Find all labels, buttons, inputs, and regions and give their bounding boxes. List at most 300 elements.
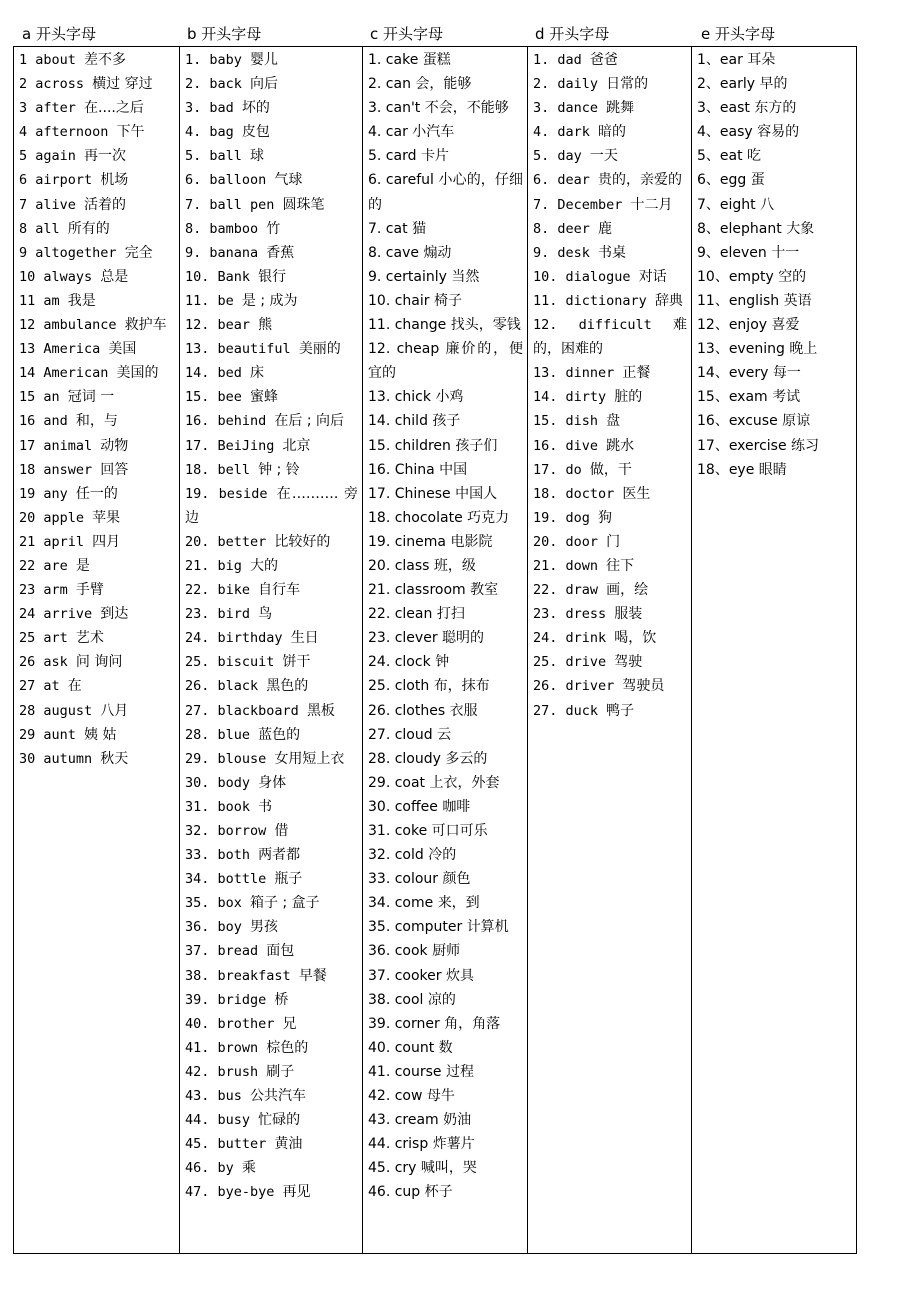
english-word: 37. cooker [368,967,442,984]
english-word: 6 airport [19,172,93,189]
word-entry [185,1180,358,1204]
english-word: 13、evening [697,341,785,358]
chinese-meaning: 晚上 [789,341,818,358]
english-word: 11. be [185,292,234,309]
english-word: 34. bottle [185,871,267,888]
english-word: 26. clothes [368,702,446,719]
word-entry [368,626,523,650]
chinese-meaning: 爸爸 [589,52,618,68]
word-entry [185,843,358,867]
chinese-meaning: 动物 [100,437,129,454]
chinese-meaning: 是 ; 成为 [241,292,298,309]
english-word: 24. drink [533,630,607,647]
chinese-meaning: 床 [250,365,265,382]
chinese-meaning: 布，抹布 [433,678,490,695]
word-entry [368,1156,523,1180]
chinese-meaning: 猫 [412,220,427,237]
word-entry [185,385,358,409]
english-word: 4、easy [697,124,753,141]
word-entry [533,217,687,241]
english-word: 7、eight [697,196,756,213]
english-word: 24 arrive [19,606,93,623]
chinese-meaning: 活着的 [84,196,127,213]
word-entry [368,747,523,771]
english-word: 2. can [368,76,411,93]
word-entry [368,409,523,433]
word-entry [185,96,358,120]
chinese-meaning: 难的，困难的 [533,317,687,358]
chinese-meaning: 蛋 [750,172,765,189]
english-word: 44. busy [185,1112,251,1129]
chinese-meaning: 竹 [266,220,281,237]
english-word: 17. Chinese [368,485,451,502]
english-word: 22. draw [533,582,599,599]
chinese-meaning: 北京 [282,437,311,454]
english-word: 1. dad [533,52,582,68]
chinese-meaning: 问 询问 [75,654,123,671]
word-entry [19,217,175,241]
word-entry [368,1180,523,1204]
english-word: 25 art [19,630,68,647]
chinese-meaning: 小心的，仔细的 [368,172,524,213]
chinese-meaning: 两者都 [258,847,301,864]
word-entry [533,48,687,72]
word-entry [368,289,523,313]
word-entry [697,217,852,241]
english-word: 40. brother [185,1015,275,1032]
english-word: 21. big [185,557,242,574]
word-entry [19,120,175,144]
word-entry [185,891,358,915]
english-word: 32. borrow [185,823,267,839]
english-word: 15. dish [533,413,599,430]
word-entry [368,482,523,506]
english-word: 2、early [697,76,756,93]
word-entry [185,361,358,385]
word-entry [368,578,523,602]
word-entry [185,409,358,433]
english-word: 23 arm [19,582,68,599]
word-entry [697,434,852,458]
chinese-meaning: 当然 [451,268,480,285]
chinese-meaning: 小鸡 [435,389,464,406]
chinese-meaning: 跳舞 [606,100,635,117]
chinese-meaning: 鹿 [598,220,613,237]
word-entry [368,1060,523,1084]
english-word: 47. bye-bye [185,1184,275,1201]
english-word: 1、ear [697,52,743,68]
chinese-meaning: 八月 [100,702,129,719]
chinese-meaning: 回答 [100,461,129,478]
word-entry [368,530,523,554]
chinese-meaning: 蜜蜂 [250,389,279,406]
chinese-meaning: 大象 [786,220,815,237]
english-word: 3. bad [185,100,234,117]
chinese-meaning: 姨 姑 [84,726,117,743]
column-header-e: e 开头字母 [701,25,775,43]
chinese-meaning: 黄油 [274,1136,303,1153]
english-word: 9. banana [185,244,259,261]
word-entry [185,48,358,72]
chinese-meaning: 黑色的 [266,678,309,695]
english-word: 46. by [185,1160,234,1177]
chinese-meaning: 孩子们 [455,437,498,454]
word-entry [697,96,852,120]
column-b [180,47,363,1253]
word-entry [697,72,852,96]
chinese-meaning: 往下 [606,557,635,574]
chinese-meaning: 圆珠笔 [282,196,325,213]
word-entry [185,168,358,192]
english-word: 17、exercise [697,437,787,454]
chinese-meaning: 服装 [614,606,643,623]
english-word: 16. behind [185,413,267,430]
chinese-meaning: 暗的 [598,124,627,141]
word-entry [19,289,175,313]
word-entry [368,699,523,723]
english-word: 18. chocolate [368,509,463,526]
english-word: 22. clean [368,606,433,623]
word-entry [185,867,358,891]
english-word: 40. count [368,1039,435,1056]
chinese-meaning: 八 [760,196,775,213]
chinese-meaning: 在………. 旁边 [185,485,358,526]
chinese-meaning: 我是 [67,292,96,309]
chinese-meaning: 聪明的 [442,630,485,647]
word-entry [19,578,175,602]
word-entry [368,241,523,265]
english-word: 15、exam [697,389,768,406]
word-entry [185,530,358,554]
english-word: 12 ambulance [19,317,117,334]
chinese-meaning: 上衣，外套 [429,774,500,791]
chinese-meaning: 原谅 [782,413,811,430]
chinese-meaning: 女用短上衣 [274,750,345,767]
chinese-meaning: 蓝色的 [258,726,301,743]
word-entry [697,193,852,217]
english-word: 2. daily [533,76,599,93]
english-word: 17. do [533,461,582,478]
chinese-meaning: 机场 [100,172,129,189]
english-word: 20 apple [19,509,85,526]
english-word: 25. cloth [368,678,430,695]
word-entry [19,337,175,361]
english-word: 21. down [533,557,599,574]
english-word: 9、eleven [697,244,767,261]
word-entry [697,337,852,361]
chinese-meaning: 喝，饮 [614,630,657,647]
word-entry [368,795,523,819]
word-entry [19,361,175,385]
english-word: 16. dive [533,437,599,454]
word-entry [185,1132,358,1156]
word-entry [19,241,175,265]
word-entry [19,602,175,626]
chinese-meaning: 考试 [772,389,801,406]
chinese-meaning: 东方的 [754,100,797,117]
english-word: 10. chair [368,292,430,309]
english-word: 18. doctor [533,485,615,502]
chinese-meaning: 炊具 [445,967,474,984]
english-word: 30. coffee [368,798,438,815]
chinese-meaning: 练习 [791,437,820,454]
english-word: 1 about [19,52,76,68]
word-entry [19,434,175,458]
word-entry [533,699,687,723]
chinese-meaning: 巧克力 [467,509,510,526]
english-word: 6. balloon [185,172,267,189]
english-word: 23. dress [533,606,607,623]
english-word: 39. corner [368,1015,440,1032]
word-entry [368,843,523,867]
word-entry [185,1012,358,1036]
english-word: 16、excuse [697,413,778,430]
word-entry [697,265,852,289]
english-word: 34. come [368,895,434,912]
chinese-meaning: 不会，不能够 [424,100,509,117]
english-word: 26 ask [19,654,68,671]
chinese-meaning: 书桌 [598,244,627,261]
chinese-meaning: 忙碌的 [258,1112,301,1129]
word-entry [368,434,523,458]
chinese-meaning: 桥 [274,991,289,1008]
word-entry [368,674,523,698]
chinese-meaning: 秋天 [100,750,129,767]
chinese-meaning: 面包 [266,943,295,960]
english-word: 2. back [185,76,242,93]
english-word: 14. child [368,413,428,430]
english-word: 27. blackboard [185,702,299,719]
chinese-meaning: 公共汽车 [250,1088,307,1105]
word-entry [368,168,523,216]
english-word: 19 any [19,485,68,502]
chinese-meaning: 对话 [638,268,667,285]
word-entry [368,1084,523,1108]
word-entry [185,241,358,265]
english-word: 12、enjoy [697,317,768,334]
english-word: 41. course [368,1063,442,1080]
chinese-meaning: 过程 [445,1063,474,1080]
english-word: 17 animal [19,437,93,454]
chinese-meaning: 盘 [606,413,621,430]
word-entry [185,1108,358,1132]
chinese-meaning: 再见 [282,1184,311,1201]
english-word: 4. bag [185,124,234,141]
word-entry [185,988,358,1012]
word-entry [185,1084,358,1108]
english-word: 39. bridge [185,991,267,1008]
chinese-meaning: 鸟 [258,606,273,623]
english-word: 10、empty [697,268,774,285]
english-word: 6. dear [533,172,590,189]
word-entry [368,48,523,72]
word-entry [368,337,523,385]
word-entry [19,699,175,723]
word-entry [697,120,852,144]
word-entry [533,96,687,120]
chinese-meaning: 蛋糕 [422,52,451,68]
word-entry [368,1036,523,1060]
chinese-meaning: 书 [258,798,273,815]
chinese-meaning: 卡片 [420,148,449,165]
english-word: 10. dialogue [533,268,631,285]
word-entry [533,385,687,409]
word-entry [533,193,687,217]
word-entry [368,915,523,939]
column-c [363,47,528,1253]
english-word: 13. dinner [533,365,615,382]
word-entry [19,458,175,482]
english-word: 6. careful [368,172,434,189]
chinese-meaning: 厨师 [432,943,461,960]
chinese-meaning: 和，与 [75,413,118,430]
word-entry [368,72,523,96]
english-word: 15. bee [185,389,242,406]
chinese-meaning: 冠词 一 [67,389,115,406]
english-word: 18、eye [697,461,755,478]
chinese-meaning: 每一 [772,365,801,382]
word-entry [19,506,175,530]
word-entry [533,674,687,698]
word-entry [185,217,358,241]
chinese-meaning: 班，级 [433,557,476,574]
english-word: 22. bike [185,582,251,599]
chinese-meaning: 日常的 [606,76,649,93]
word-entry [697,313,852,337]
header-row [13,22,856,46]
chinese-meaning: 找头，零钱 [450,317,521,334]
english-word: 13. beautiful [185,341,291,358]
word-entry [185,915,358,939]
chinese-meaning: 廉价的，便宜的 [368,341,523,382]
english-word: 35. computer [368,919,463,936]
english-word: 20. door [533,533,599,550]
chinese-meaning: 气球 [274,172,303,189]
chinese-meaning: 中国人 [455,485,498,502]
chinese-meaning: 小汽车 [412,124,455,141]
english-word: 22 are [19,557,68,574]
english-word: 8. bamboo [185,220,259,237]
word-entry [185,578,358,602]
chinese-meaning: 颜色 [442,871,471,888]
english-word: 20. class [368,557,430,574]
english-word: 33. colour [368,871,439,888]
word-entry [19,626,175,650]
chinese-meaning: 生日 [290,630,319,647]
word-entry [185,337,358,361]
word-entry [697,144,852,168]
column-header-c: c 开头字母 [370,25,444,43]
word-entry [368,1132,523,1156]
chinese-meaning: 可口可乐 [431,823,488,839]
chinese-meaning: 喜爱 [771,317,800,334]
english-word: 8 all [19,220,60,237]
word-entry [185,723,358,747]
english-word: 17. BeiJing [185,437,275,454]
chinese-meaning: 煽动 [423,244,452,261]
word-entry [368,96,523,120]
word-entry [368,939,523,963]
word-entry [533,530,687,554]
chinese-meaning: 椅子 [433,292,462,309]
word-entry [19,530,175,554]
word-entry [533,626,687,650]
word-entry [185,72,358,96]
word-entry [185,120,358,144]
word-entry [19,168,175,192]
word-entry [533,434,687,458]
word-entry [697,385,852,409]
chinese-meaning: 婴儿 [250,52,279,68]
chinese-meaning: 苹果 [92,509,121,526]
english-word: 3. can't [368,100,421,117]
english-word: 7. ball pen [185,196,275,213]
chinese-meaning: 皮包 [241,124,270,141]
chinese-meaning: 电影院 [450,533,493,550]
chinese-meaning: 早的 [759,76,788,93]
chinese-meaning: 门 [606,533,621,550]
column-header-d: d 开头字母 [535,25,610,43]
word-entry [185,650,358,674]
english-word: 5. ball [185,148,242,165]
word-entry [185,626,358,650]
english-word: 7 alive [19,196,76,213]
word-entry [185,313,358,337]
chinese-meaning: 十二月 [630,196,673,213]
chinese-meaning: 画，绘 [606,582,649,599]
column-header-b: b 开头字母 [187,25,262,43]
english-word: 46. cup [368,1184,421,1201]
english-word: 11. dictionary [533,292,647,309]
english-word: 27. duck [533,702,599,719]
word-entry [533,650,687,674]
chinese-meaning: 到达 [100,606,129,623]
word-entry [533,409,687,433]
english-word: 21. classroom [368,582,466,599]
english-word: 26. black [185,678,259,695]
chinese-meaning: 差不多 [84,52,127,68]
chinese-meaning: 大的 [250,557,279,574]
english-word: 13 America [19,341,101,358]
english-word: 12. difficult [533,317,652,334]
word-entry [533,458,687,482]
word-entry [533,361,687,385]
word-entry [185,193,358,217]
english-word: 24. clock [368,654,431,671]
chinese-meaning: 球 [250,148,265,165]
word-entry [185,747,358,771]
english-word: 44. crisp [368,1136,429,1153]
english-word: 3 after [19,100,76,117]
word-entry [19,96,175,120]
word-entry [19,482,175,506]
english-word: 11 am [19,292,60,309]
english-word: 28. blue [185,726,251,743]
word-entry [185,265,358,289]
word-entry [368,771,523,795]
english-word: 7. December [533,196,623,213]
english-word: 29 aunt [19,726,76,743]
word-entry [185,964,358,988]
chinese-meaning: 总是 [100,268,129,285]
word-entry [368,891,523,915]
english-word: 29. coat [368,774,426,791]
chinese-meaning: 救护车 [124,317,167,334]
chinese-meaning: 做，干 [589,461,632,478]
english-word: 38. breakfast [185,967,291,984]
chinese-meaning: 奶油 [443,1112,472,1129]
chinese-meaning: 云 [437,726,452,743]
